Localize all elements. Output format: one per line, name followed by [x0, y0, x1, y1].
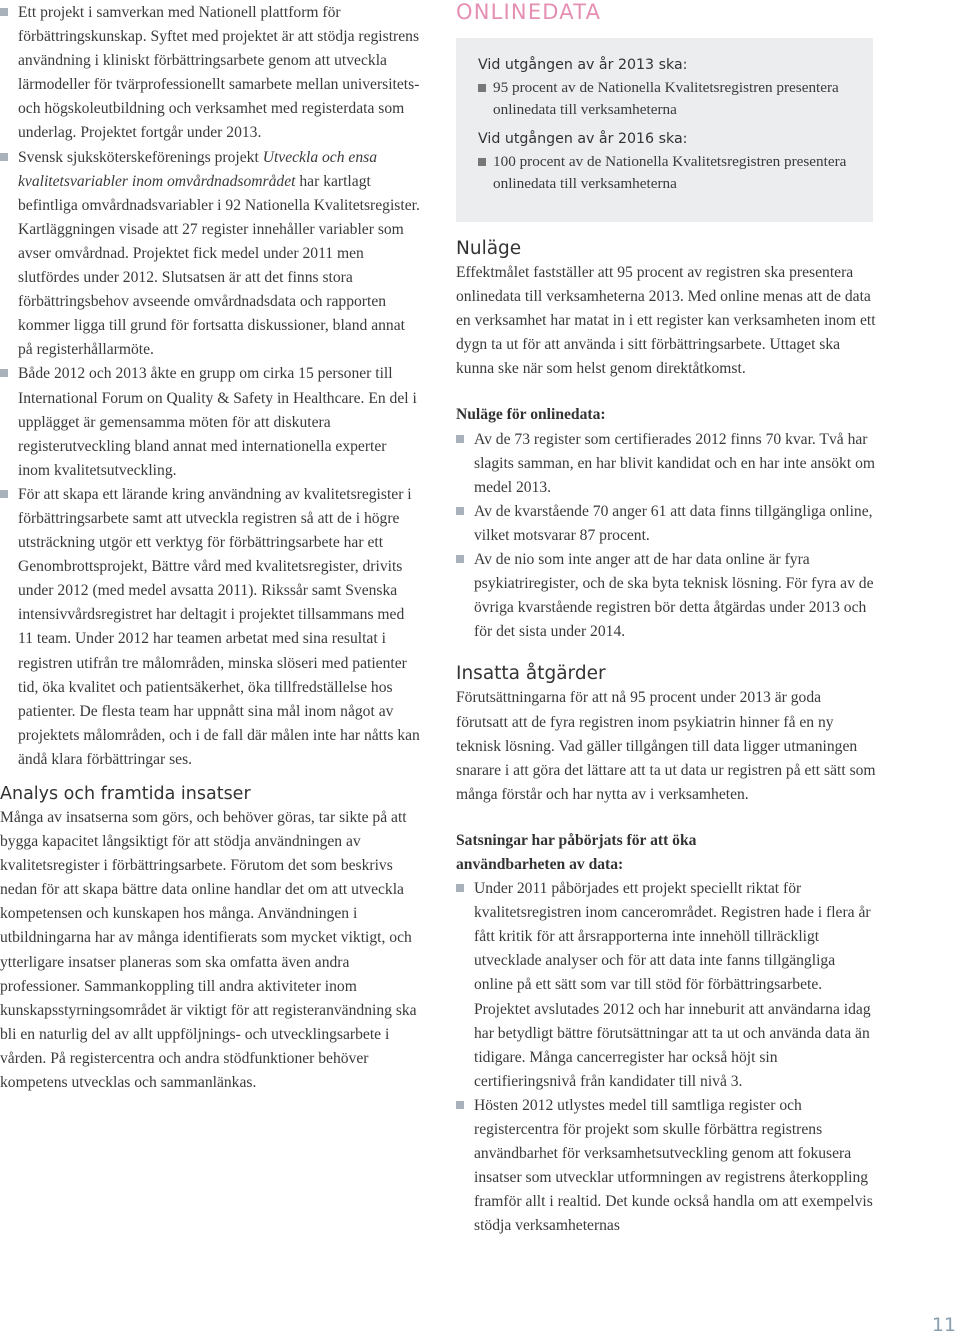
goal-subheading-2016: Vid utgången av år 2016 ska:	[478, 131, 688, 147]
right-column	[456, 0, 876, 1238]
left-column	[0, 0, 420, 1095]
left-bullet-list	[0, 1, 420, 772]
goal-list-2013	[478, 77, 855, 121]
list-item: För att skapa ett lärande kring användning av kvalitetsregister i förbättringsarbete samt att utveckla registren så att de i högre utsträckning utgör ett verktyg för förbättringsarbete har ett Genombrottsprojekt, Bättre vård med kvalitetsregister, drivits under 2012 (med medel avsatta 2011). Rikssår samt Svenska intensivvårdsregistret har deltagit i projektet tillsammans med 11 team. Under 2012 har teamen arbetat med sina resultat i registren utifrån tre målområden, minska slöseri med patienter tid, öka kvalitet och patientsäkerhet, öka tillfredställelse hos patienter. De flesta team har uppnått sina mål inom något av projektets målområden, och i de fall där målen inte har nåtts kan ändå klara förbättringar ses.	[0, 483, 420, 772]
nulage-heading: Nuläge	[456, 238, 522, 259]
insatta-heading: Insatta åtgärder	[456, 663, 606, 685]
analys-heading: Analys och framtida insatser	[0, 784, 251, 804]
list-item: Av de 73 register som certifierades 2012 finns 70 kvar. Två har slagits samman, en har blivit kandidat och en har inte ansökt om medel 2013.	[456, 428, 876, 500]
goal-box	[456, 38, 873, 222]
analys-paragraph: Många av insatserna som görs, och behöver göras, tar sikte på att bygga kapacitet långsiktigt för att stödja användningen av kvalitetsregister i förbättringsarbete. Förutom det som beskrivs nedan för att skapa bättre data online handlar det om att utveckla kompetensen och kunskapen hos många. Användningen i utbildningarna har av många identifierats som mycket viktigt, och ytterligare insatser planeras som ska omfatta även andra professioner. Sammankoppling till andra aktiviteter inom kunskapsstyrningsområdet är viktigt för att registeranvändning ska bli en naturlig del av allt uppföljnings- och utvecklingsarbete i vården. På registercentra och andra stödfunktioner behöver kompetens utvecklas och sammanlänkas.	[0, 809, 417, 1092]
satsningar-bullet-list	[456, 877, 876, 1238]
section-title: ONLINEDATA	[456, 0, 602, 24]
page-number: 11	[931, 1314, 956, 1336]
list-item: Under 2011 påbörjades ett projekt speciellt riktat för kvalitetsregistren inom cancerområdet. Registren hade i flera år fått kritik för att årsrapporterna inte innehöll tillräckligt utvecklade analyser och för att data inte fanns tillgängliga online på ett sätt som var till stöd för förbättringsarbete. Projektet avslutades 2012 och har inneburit att användarna idag har betydligt bättre förutsättningar att ta ut och använda data än tidigare. Många cancerregister har också höjt sin certifieringsnivå från kandidater till nivå 3.	[456, 877, 876, 1094]
list-item: Ett projekt i samverkan med Nationell plattform för förbättringskunskap. Syftet med projektet är att stödja registrens användning i kliniskt förbättringsarbete genom att utveckla lärmodeller för tvärprofessionellt samarbete mellan universitets- och högskoleutbildning och verksamhet med registerdata som underlag. Projektet fortgår under 2013.	[0, 1, 420, 146]
list-item: Hösten 2012 utlystes medel till samtliga register och registercentra för projekt som skulle förbättra registrens användbarhet för verksamhetsutveckling genom att fokusera insatser som utvecklar utformningen av registrens återkoppling framför allt i realtid. Det kunde också handla om att exempelvis stödja verksamheternas	[456, 1094, 876, 1239]
list-item: 100 procent av de Nationella Kvalitetsregistren presentera onlinedata till verksamheterna	[478, 151, 855, 195]
list-item: 95 procent av de Nationella Kvalitetsregistren presentera onlinedata till verksamheterna	[478, 77, 855, 121]
list-item	[0, 146, 420, 363]
project-title: Utveckla och ensa kvalitetsvariabler inom omvårdnadsområdet	[18, 148, 378, 190]
list-item: Av de kvarstående 70 anger 61 att data finns tillgängliga online, vilket motsvarar 87 procent.	[456, 500, 876, 548]
goal-list-2016	[478, 151, 855, 195]
list-item: Både 2012 och 2013 åkte en grupp om cirka 15 personer till International Forum on Quality & Safety in Healthcare. En del i upplägget är gemensamma möten för att diskutera registerutveckling bland annat med internationella experter inom kvalitetsutveckling.	[0, 362, 420, 482]
bullet-text: har kartlagt befintliga omvårdnadsvariabler i 92 Nationella Kvalitetsregister. Kartläggningen visade att 27 register innehåller variabler som avser omvårdnad. Projektet fick medel under 2011 men slutfördes under 2012. Slutsatsen är att det finns stora förbättringsbehov avseende omvårdnadsdata och rapporten kommer ligga till grund för fortsatta diskussioner, bland annat på registerhållarmöte.	[18, 172, 420, 359]
bullet-text: Svensk sjuksköterskeförenings projekt	[18, 148, 263, 166]
nulage-online-heading: Nuläge för onlinedata:	[456, 406, 606, 424]
list-item: Av de nio som inte anger att de har data online är fyra psykiatriregister, och de ska byta teknisk lösning. För fyra av de övriga kvarstående registren bör detta åtgärdas under 2013 och för det sista under 2014.	[456, 548, 876, 644]
nulage-paragraph: Effektmålet fastställer att 95 procent av registren ska presentera onlinedata till verksamheterna 2013. Med online menas att de data en verksamhet har matat in i ett register kan verksamheten inom ett dygn ta ut för att använda i sitt förbättringsarbete. Uttaget ska kunna ske när som helst genom direktåtkomst.	[456, 264, 876, 378]
insatta-paragraph: Förutsättningarna för att nå 95 procent under 2013 är goda förutsatt att de fyra registren inom psykiatrin hinner få en ny teknisk lösning. Vad gäller tillgången till data ligger utmaningen snarare i att göra det lättare att ta ut data ur registren på ett sätt som många förstår och har nytta av i verksamheten.	[456, 689, 876, 803]
satsningar-heading: Satsningar har påbörjats för att öka användbarheten av data:	[456, 831, 697, 873]
nulage-bullet-list	[456, 428, 876, 645]
goal-subheading-2013: Vid utgången av år 2013 ska:	[478, 57, 688, 73]
